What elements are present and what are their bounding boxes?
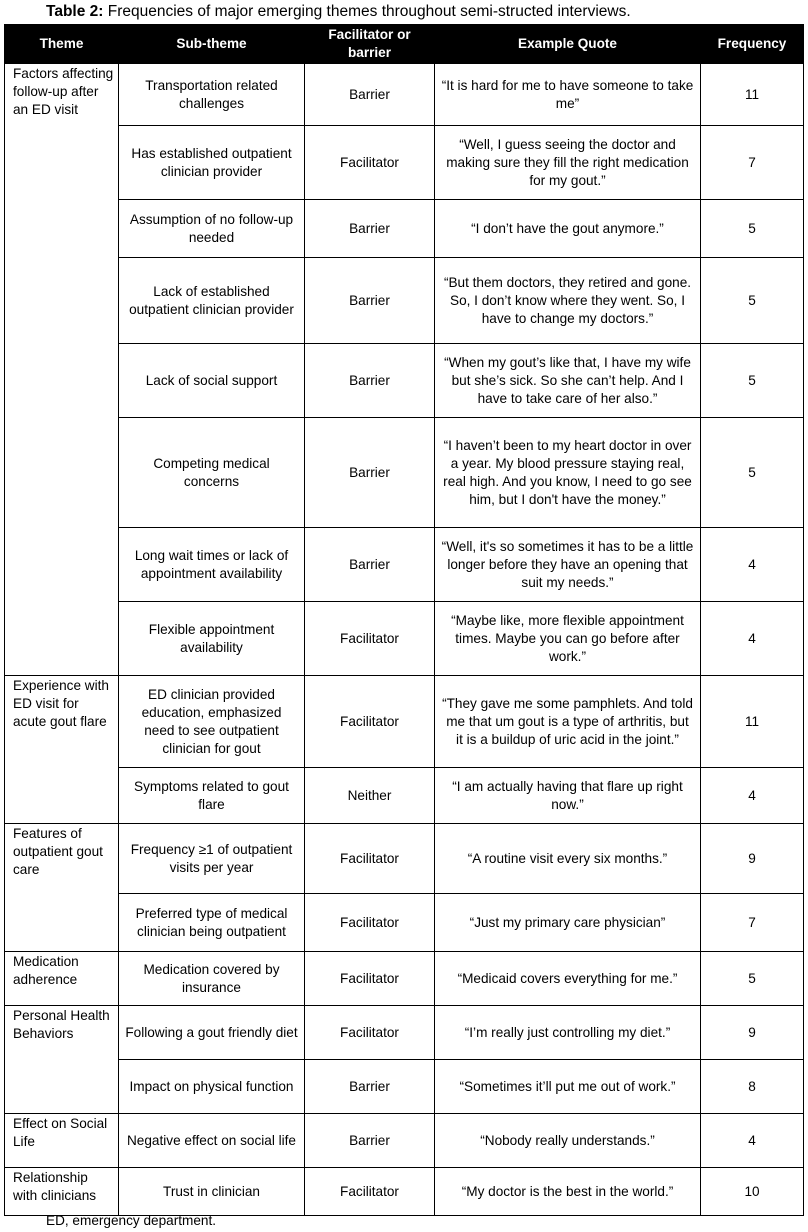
quote-cell: “I haven’t been to my heart doctor in over a year. My blood pressure staying real, real high. And you know, I need to go see him, but I don't have the money.” [435, 418, 701, 528]
type-cell: Barrier [305, 200, 435, 258]
quote-cell: “Well, I guess seeing the doctor and making sure they fill the right medication for my gout.” [435, 126, 701, 200]
table-row [5, 676, 804, 768]
frequency-cell: 9 [701, 1006, 804, 1060]
type-cell: Facilitator [305, 602, 435, 676]
col-header-frequency: Frequency [701, 25, 804, 64]
subtheme-cell: Long wait times or lack of appointment availability [119, 528, 305, 602]
quote-cell: “I’m really just controlling my diet.” [435, 1006, 701, 1060]
table-row [5, 528, 804, 602]
table-row [5, 1060, 804, 1114]
table-row [5, 824, 804, 894]
frequency-cell: 10 [701, 1168, 804, 1216]
type-cell: Facilitator [305, 126, 435, 200]
themes-table [4, 24, 804, 1216]
table-row [5, 768, 804, 824]
quote-cell: “My doctor is the best in the world.” [435, 1168, 701, 1216]
type-cell: Facilitator [305, 894, 435, 952]
subtheme-cell: Has established outpatient clinician provider [119, 126, 305, 200]
frequency-cell: 4 [701, 768, 804, 824]
type-cell: Barrier [305, 64, 435, 126]
quote-cell: “I am actually having that flare up right now.” [435, 768, 701, 824]
frequency-cell: 5 [701, 418, 804, 528]
table-row [5, 1006, 804, 1060]
quote-cell: “I don’t have the gout anymore.” [435, 200, 701, 258]
table-row [5, 126, 804, 200]
theme-cell: Features of outpatient gout care [5, 824, 119, 952]
table-title: Frequencies of major emerging themes throughout semi-structed interviews. [103, 3, 631, 20]
frequency-cell: 7 [701, 126, 804, 200]
quote-cell: “Just my primary care physician” [435, 894, 701, 952]
quote-cell: “But them doctors, they retired and gone. So, I don’t know where they went. So, I have to change my doctors.” [435, 258, 701, 344]
table-row [5, 952, 804, 1006]
frequency-cell: 4 [701, 602, 804, 676]
frequency-cell: 7 [701, 894, 804, 952]
frequency-cell: 11 [701, 676, 804, 768]
type-cell: Facilitator [305, 952, 435, 1006]
subtheme-cell: Following a gout friendly diet [119, 1006, 305, 1060]
theme-cell: Effect on Social Life [5, 1114, 119, 1168]
frequency-cell: 8 [701, 1060, 804, 1114]
subtheme-cell: Competing medical concerns [119, 418, 305, 528]
subtheme-cell: Negative effect on social life [119, 1114, 305, 1168]
theme-cell: Experience with ED visit for acute gout flare [5, 676, 119, 824]
quote-cell: “It is hard for me to have someone to take me” [435, 64, 701, 126]
type-cell: Facilitator [305, 1006, 435, 1060]
subtheme-cell: Impact on physical function [119, 1060, 305, 1114]
quote-cell: “Sometimes it’ll put me out of work.” [435, 1060, 701, 1114]
subtheme-cell: Preferred type of medical clinician being outpatient [119, 894, 305, 952]
type-cell: Barrier [305, 418, 435, 528]
frequency-cell: 4 [701, 1114, 804, 1168]
table-row [5, 1168, 804, 1216]
quote-cell: “Nobody really understands.” [435, 1114, 701, 1168]
table-row [5, 258, 804, 344]
quote-cell: “Maybe like, more flexible appointment times. Maybe you can go before after work.” [435, 602, 701, 676]
subtheme-cell: Symptoms related to gout flare [119, 768, 305, 824]
subtheme-cell: Medication covered by insurance [119, 952, 305, 1006]
table-row [5, 200, 804, 258]
frequency-cell: 11 [701, 64, 804, 126]
table-row [5, 602, 804, 676]
type-cell: Facilitator [305, 1168, 435, 1216]
table-row [5, 64, 804, 126]
col-header-theme: Theme [5, 25, 119, 64]
type-cell: Barrier [305, 258, 435, 344]
subtheme-cell: Trust in clinician [119, 1168, 305, 1216]
type-cell: Barrier [305, 344, 435, 418]
subtheme-cell: Lack of established outpatient clinician provider [119, 258, 305, 344]
table-footnote: ED, emergency department. [46, 1213, 217, 1228]
subtheme-cell: Transportation related challenges [119, 64, 305, 126]
frequency-cell: 5 [701, 258, 804, 344]
quote-cell: “A routine visit every six months.” [435, 824, 701, 894]
theme-cell: Medication adherence [5, 952, 119, 1006]
quote-cell: “When my gout’s like that, I have my wife but she’s sick. So she can’t help. And I have to take care of her also.” [435, 344, 701, 418]
quote-cell: “They gave me some pamphlets. And told me that um gout is a type of arthritis, but it is a buildup of uric acid in the joint.” [435, 676, 701, 768]
subtheme-cell: ED clinician provided education, emphasized need to see outpatient clinician for gout [119, 676, 305, 768]
type-cell: Barrier [305, 528, 435, 602]
table-caption [46, 2, 806, 22]
table-row [5, 894, 804, 952]
theme-cell: Personal Health Behaviors [5, 1006, 119, 1114]
subtheme-cell: Flexible appointment availability [119, 602, 305, 676]
type-cell: Facilitator [305, 824, 435, 894]
subtheme-cell: Assumption of no follow-up needed [119, 200, 305, 258]
col-header-subtheme: Sub-theme [119, 25, 305, 64]
quote-cell: “Medicaid covers everything for me.” [435, 952, 701, 1006]
table-row [5, 418, 804, 528]
subtheme-cell: Lack of social support [119, 344, 305, 418]
col-header-example-quote: Example Quote [435, 25, 701, 64]
quote-cell: “Well, it's so sometimes it has to be a little longer before they have an opening that suit my needs.” [435, 528, 701, 602]
frequency-cell: 5 [701, 200, 804, 258]
theme-cell: Relationship with clinicians [5, 1168, 119, 1216]
type-cell: Barrier [305, 1114, 435, 1168]
theme-cell: Factors affecting follow-up after an ED visit [5, 64, 119, 676]
frequency-cell: 5 [701, 344, 804, 418]
type-cell: Barrier [305, 1060, 435, 1114]
subtheme-cell: Frequency ≥1 of outpatient visits per year [119, 824, 305, 894]
table-label: Table 2: [46, 3, 104, 20]
frequency-cell: 9 [701, 824, 804, 894]
frequency-cell: 4 [701, 528, 804, 602]
frequency-cell: 5 [701, 952, 804, 1006]
col-header-facilitator-barrier: Facilitator or barrier [305, 25, 435, 64]
table-row [5, 1114, 804, 1168]
type-cell: Facilitator [305, 676, 435, 768]
header-row [5, 25, 804, 64]
table-row [5, 344, 804, 418]
type-cell: Neither [305, 768, 435, 824]
